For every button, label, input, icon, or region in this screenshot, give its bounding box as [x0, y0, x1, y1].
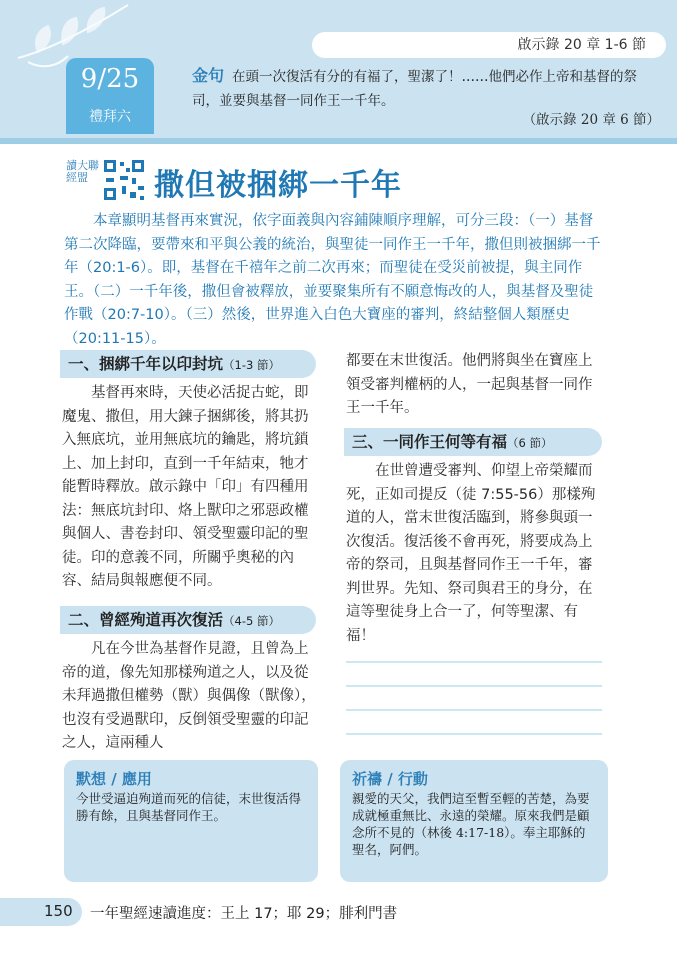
section-1-text: 基督再來時，天使必活捉古蛇，即魔鬼、撒但，用大鍊子捆綁後，將其扔入無底坑，並用無底坑的鑰匙，將坑鎖上、加上封印，直到一千年結束，牠才能暫時釋放。啟示錄中「印」有四種用法：無底坑封印、烙上獸印之邪惡政權與個人、書卷封印、領受聖靈印記的聖徒。印的意義不同，所關乎奧秘的內容、結局與報應便不同。 — [62, 385, 309, 589]
note-lines — [346, 658, 602, 748]
prayer-title: 祈禱 / 行動 — [352, 770, 428, 788]
qr-label: 讀大聯經盟 — [66, 159, 99, 184]
key-verse-text: 在頭一次復活有分的有福了，聖潔了！……他們必作上帝和基督的祭司，並要與基督一同作王一千年。 — [192, 69, 638, 109]
section-3-text: 在世曾遭受審判、仰望上帝榮耀而死，正如司提反（徒 7:55-56）那樣殉道的人，當末世復活臨到，將參與頭一次復活。復活後不會再死，將要成為上帝的祭司，且與基督同作王一千年，審判世界。先知、祭司與君王的身分，在這等聖徒身上合一了，何等聖潔、有福！ — [346, 463, 596, 644]
meditation-box — [64, 760, 318, 882]
intro-paragraph: 本章顯明基督再來實況，依字面義與內容鋪陳順序理解，可分三段：（一）基督第二次降臨，要帶來和平與公義的統治，與聖徒一同作王一千年，撒但則被捆綁一千年（20:1-6）。即，基督在千禧年之前二次再來；而聖徒在受災前被提，與主同作王。（二）一千年後，撒但會被釋放，並要聚集所有不願意悔改的人，與基督及聖徒作戰（20:7-10）。（三）然後，世界進入白色大寶座的審判，終結整個人類歷史（20:11-15）。 — [64, 213, 601, 347]
date-badge — [66, 58, 154, 134]
scripture-reference: 啟示錄 20 章 1-6 節 — [312, 32, 666, 58]
prayer-box — [340, 760, 608, 882]
section-2-text: 凡在今世為基督作見證，且曾為上帝的道，像先知那樣殉道之人，以及從未拜過撒但權勢（獸）與偶像（獸像），也沒有受過獸印，反倒領受聖靈的印記之人，這兩種人 — [62, 641, 316, 751]
reading-plan: 一年聖經速讀進度：王上 17；耶 29；腓利門書 — [90, 906, 398, 922]
section-3-title: 三、一同作王何等有福 — [352, 433, 508, 451]
page-number: 150 — [44, 902, 73, 920]
header-divider — [0, 138, 677, 144]
meditation-text: 今世受逼迫殉道而死的信徒，末世復活得勝有餘，且與基督同作王。 — [76, 791, 302, 823]
key-verse-reference: （啟示錄 20 章 6 節） — [522, 112, 660, 128]
key-verse — [192, 64, 662, 113]
section-3-verses: （6 節） — [507, 436, 553, 450]
section-2-text-continued: 都要在末世復活。他們將與坐在寶座上領受審判權柄的人，一起與基督一同作王一千年。 — [346, 353, 593, 416]
page-title: 撒但被捆綁一千年 — [154, 168, 402, 203]
date: 9/25 — [80, 64, 140, 94]
meditation-title: 默想 / 應用 — [76, 770, 152, 788]
section-2-verses: （4-5 節） — [223, 614, 280, 628]
section-2-title: 二、曾經殉道再次復活 — [68, 611, 224, 629]
qr-code-icon[interactable] — [102, 158, 146, 202]
key-verse-label: 金句 — [192, 66, 225, 85]
prayer-text: 親愛的天父，我們這至暫至輕的苦楚，為要成就極重無比、永遠的榮耀。原來我們是顧念所不見的（林後 4:17-18）。奉主耶穌的聖名，阿們。 — [352, 791, 590, 857]
section-1-verses: （1-3 節） — [223, 358, 280, 372]
section-3-heading — [344, 428, 602, 456]
section-2-heading — [60, 606, 316, 634]
weekday: 禮拜六 — [89, 109, 131, 125]
section-1-heading — [60, 350, 316, 378]
section-1-title: 一、捆綁千年以印封坑 — [68, 355, 224, 373]
